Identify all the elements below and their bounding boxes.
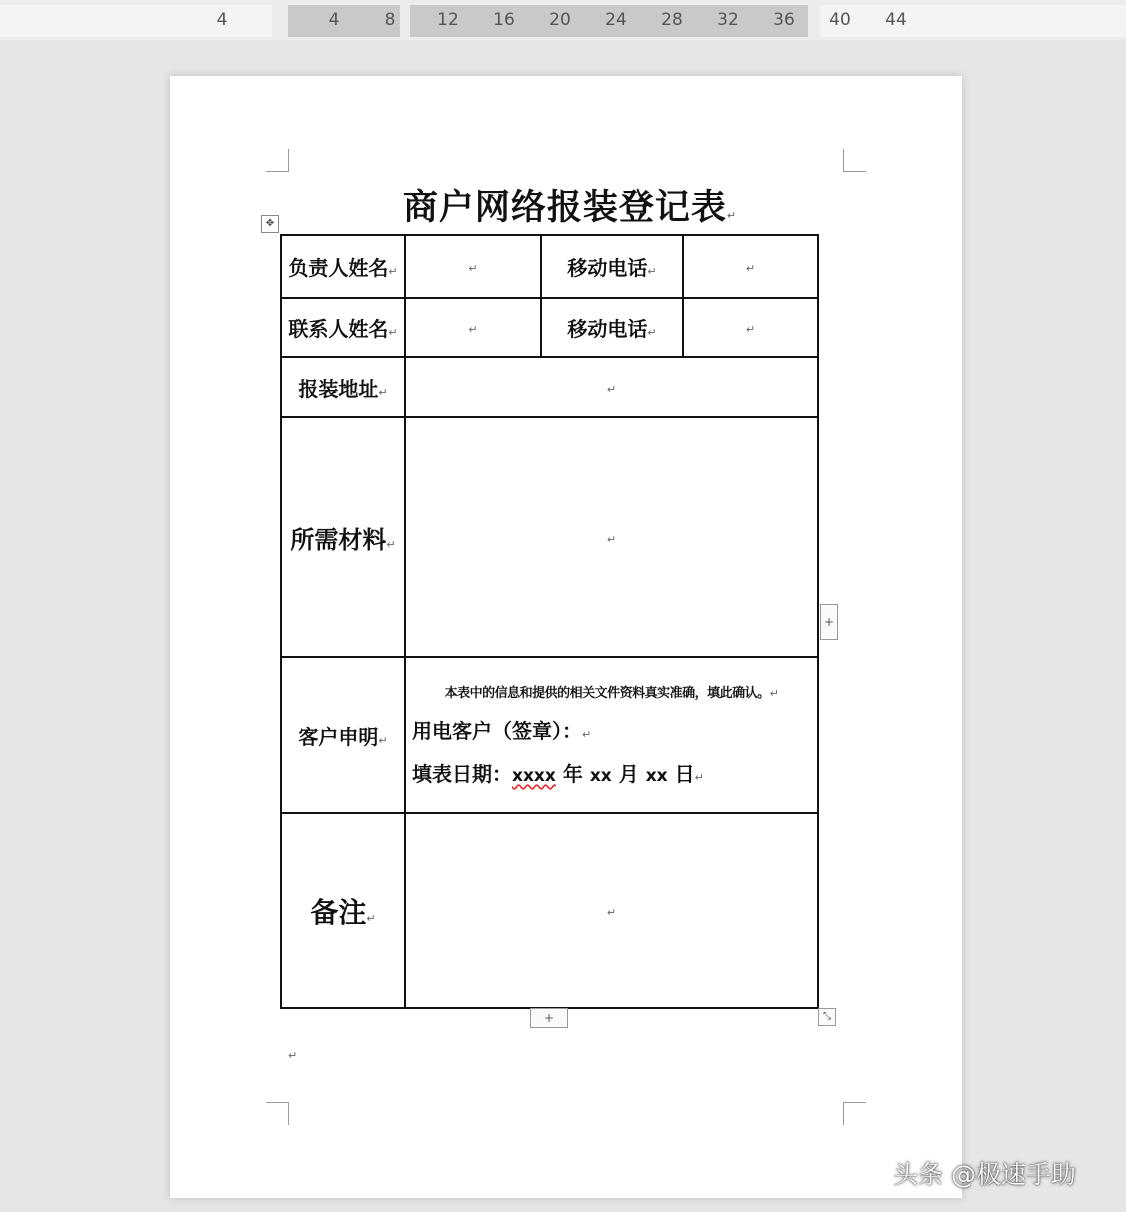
signature-label: 用电客户（签章）：: [412, 719, 582, 743]
paragraph-mark: ↵: [606, 382, 617, 396]
ruler-tick: 40: [829, 10, 851, 30]
paragraph-mark: ↵: [647, 265, 657, 278]
ruler-tick: 4: [216, 10, 228, 30]
declaration-content-cell[interactable]: [405, 657, 818, 813]
table-resize-handle[interactable]: [818, 1008, 836, 1026]
date-year: xxxx: [512, 766, 556, 786]
mobile-input-cell-2[interactable]: [683, 298, 818, 357]
address-label: 报装地址: [298, 376, 379, 401]
document-page[interactable]: [170, 76, 962, 1198]
address-label-cell[interactable]: [281, 357, 405, 417]
contact-name-input-cell[interactable]: [405, 298, 541, 357]
table-row: [281, 235, 818, 298]
document-title-text: 商户网络报装登记表: [402, 187, 727, 228]
paragraph-mark: ↵: [745, 323, 756, 336]
paragraph-mark: ↵: [366, 911, 376, 925]
owner-name-label-cell[interactable]: [281, 235, 405, 298]
paragraph-mark: ↵: [388, 326, 398, 339]
owner-name-label: 负责人姓名: [288, 256, 389, 280]
ruler-tick: 24: [605, 10, 627, 30]
plus-icon: +: [543, 1011, 555, 1025]
remarks-input-cell[interactable]: [405, 813, 818, 1008]
ruler-tick: 8: [384, 10, 396, 30]
table-row: [281, 417, 818, 657]
ruler-tick: 16: [493, 10, 515, 30]
table-row: [281, 298, 818, 357]
mobile-label-cell-1[interactable]: [541, 235, 683, 298]
ruler-tick: 4: [328, 10, 340, 30]
horizontal-ruler[interactable]: [0, 0, 1126, 40]
add-column-button[interactable]: [820, 604, 838, 640]
paragraph-mark: ↵: [386, 537, 396, 551]
trailing-paragraph[interactable]: [288, 1044, 297, 1063]
paragraph-mark: ↵: [388, 265, 398, 278]
paragraph-mark: ↵: [606, 906, 617, 919]
ruler-tick: 28: [661, 10, 683, 30]
mobile-label-2: 移动电话: [567, 317, 648, 341]
crop-mark-top-right: [843, 149, 866, 172]
date-day: xx: [645, 766, 668, 786]
paragraph-mark: ↵: [468, 262, 478, 275]
resize-icon: ⤡: [823, 1011, 831, 1022]
declaration-label: 客户申明: [298, 724, 379, 749]
address-input-cell[interactable]: [405, 357, 818, 417]
fill-date-label: 填表日期：: [412, 762, 512, 786]
paragraph-mark: ↵: [378, 733, 388, 747]
paragraph-mark: ↵: [288, 1049, 298, 1062]
contact-name-label-cell[interactable]: [281, 298, 405, 357]
paragraph-mark: ↵: [769, 687, 779, 700]
ruler-tick: 44: [885, 10, 907, 30]
ruler-tick: 20: [549, 10, 571, 30]
add-row-button[interactable]: [530, 1008, 568, 1028]
mobile-label-cell-2[interactable]: [541, 298, 683, 357]
paragraph-mark: ↵: [745, 262, 756, 275]
materials-label: 所需材料: [290, 525, 387, 554]
plus-icon: +: [823, 615, 835, 629]
ruler-tick: 36: [773, 10, 795, 30]
remarks-label: 备注: [310, 895, 367, 929]
declaration-statement: 本表中的信息和提供的相关文件资料真实准确，填此确认。: [444, 686, 770, 701]
ruler-right-margin: [820, 5, 1126, 37]
document-title[interactable]: [360, 180, 780, 230]
paragraph-mark: ↵: [468, 323, 478, 336]
registration-table[interactable]: [280, 234, 819, 1009]
owner-name-input-cell[interactable]: [405, 235, 541, 298]
ruler-tick: 12: [437, 10, 459, 30]
paragraph-mark: ↵: [647, 326, 657, 339]
date-month-unit: 月: [611, 762, 646, 786]
paragraph-mark: ↵: [726, 209, 738, 222]
remarks-label-cell[interactable]: [281, 813, 405, 1008]
signature-line: [412, 715, 811, 744]
paragraph-mark: ↵: [582, 728, 592, 741]
table-row: [281, 357, 818, 417]
materials-label-cell[interactable]: [281, 417, 405, 657]
date-day-unit: 日: [667, 762, 695, 786]
crop-mark-bottom-right: [843, 1102, 866, 1125]
table-move-handle-icon[interactable]: ✥: [261, 215, 279, 233]
ruler-tick: 32: [717, 10, 739, 30]
date-month: xx: [589, 766, 612, 786]
table-row: [281, 657, 818, 813]
declaration-text: [412, 682, 811, 701]
fill-date-line: [412, 758, 811, 787]
paragraph-mark: ↵: [378, 385, 388, 399]
mobile-label-1: 移动电话: [567, 256, 648, 280]
watermark-text: 头条 @极速手助: [893, 1160, 1076, 1189]
crop-mark-bottom-left: [266, 1102, 289, 1125]
table-row: [281, 813, 818, 1008]
paragraph-mark: ↵: [606, 532, 617, 546]
mobile-input-cell-1[interactable]: [683, 235, 818, 298]
paragraph-mark: ↵: [694, 771, 704, 784]
contact-name-label: 联系人姓名: [288, 317, 389, 341]
crop-mark-top-left: [266, 149, 289, 172]
materials-input-cell[interactable]: [405, 417, 818, 657]
date-year-unit: 年: [555, 762, 590, 786]
declaration-label-cell[interactable]: [281, 657, 405, 813]
